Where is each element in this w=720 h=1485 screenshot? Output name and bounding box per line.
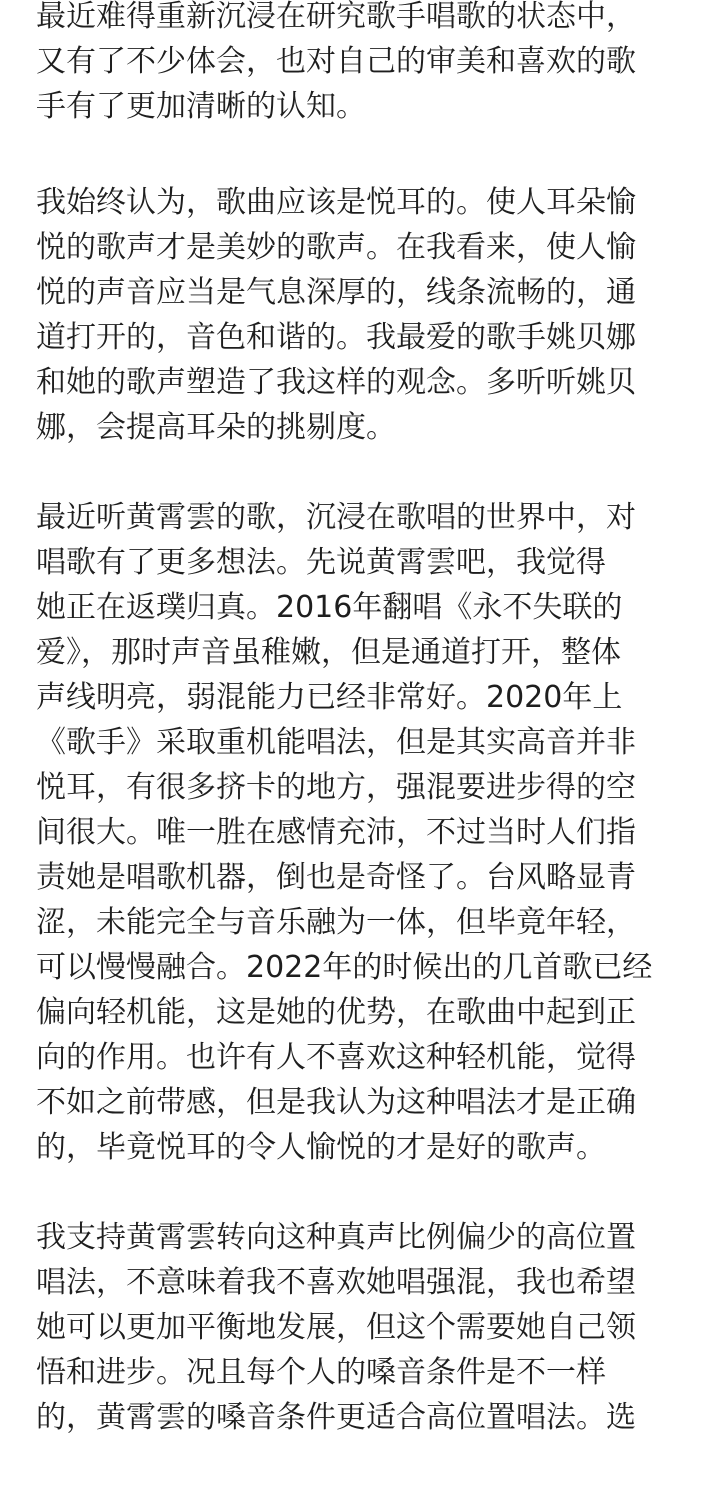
paragraph-4: 我支持黄霄雲转向这种真声比例偏少的高位置 唱法，不意味着我不喜欢她唱强混，我也希望 她可以更加平衡地发展，但这个需要她自己领 悟和进步。况且每个人的嗓音条件是不一样 的，黄霄雲的嗓音条件更适合高位置唱法。选 xyxy=(36,1220,636,1435)
paragraph-1: 最近难得重新沉浸在研究歌手唱歌的状态中， 又有了不少体会，也对自己的审美和喜欢的歌 手有了更加清晰的认知。 xyxy=(36,0,636,124)
paragraph-3: 最近听黄霄雲的歌，沉浸在歌唱的世界中，对 唱歌有了更多想法。先说黄霄雲吧，我觉得 她正在返璞归真。2016年翻唱《永不失联的 爱》，那时声音虽稚嫩，但是通道打开，整体 声线明亮，弱混能力已经非常好。2020年上 《歌手》采取重机能唱法，但是其实高音并非 悦耳，有很多挤卡的地方，强混要进步得的空 间很大。唯一胜在感情充沛，不过当时人们指 责她是唱歌机器，倒也是奇怪了。台风略显青 涩，未能完全与音乐融为一体，但毕竟年轻， 可以慢慢融合。2022年的时候出的几首歌已经 偏向轻机能，这是她的优势，在歌曲中起到正 向的作用。也许有人不喜欢这种轻机能，觉得 不如之前带感，但是我认为这种唱法才是正确 的，毕竟悦耳的令人愉悦的才是好的歌声。 xyxy=(36,500,653,1165)
paragraph-2: 我始终认为，歌曲应该是悦耳的。使人耳朵愉 悦的歌声才是美妙的歌声。在我看来，使人愉 悦的声音应当是气息深厚的，线条流畅的，通 道打开的，音色和谐的。我最爱的歌手姚贝娜 和她的歌声塑造了我这样的观念。多听听姚贝 娜，会提高耳朵的挑剔度。 xyxy=(36,185,636,445)
article-body xyxy=(36,0,686,1485)
